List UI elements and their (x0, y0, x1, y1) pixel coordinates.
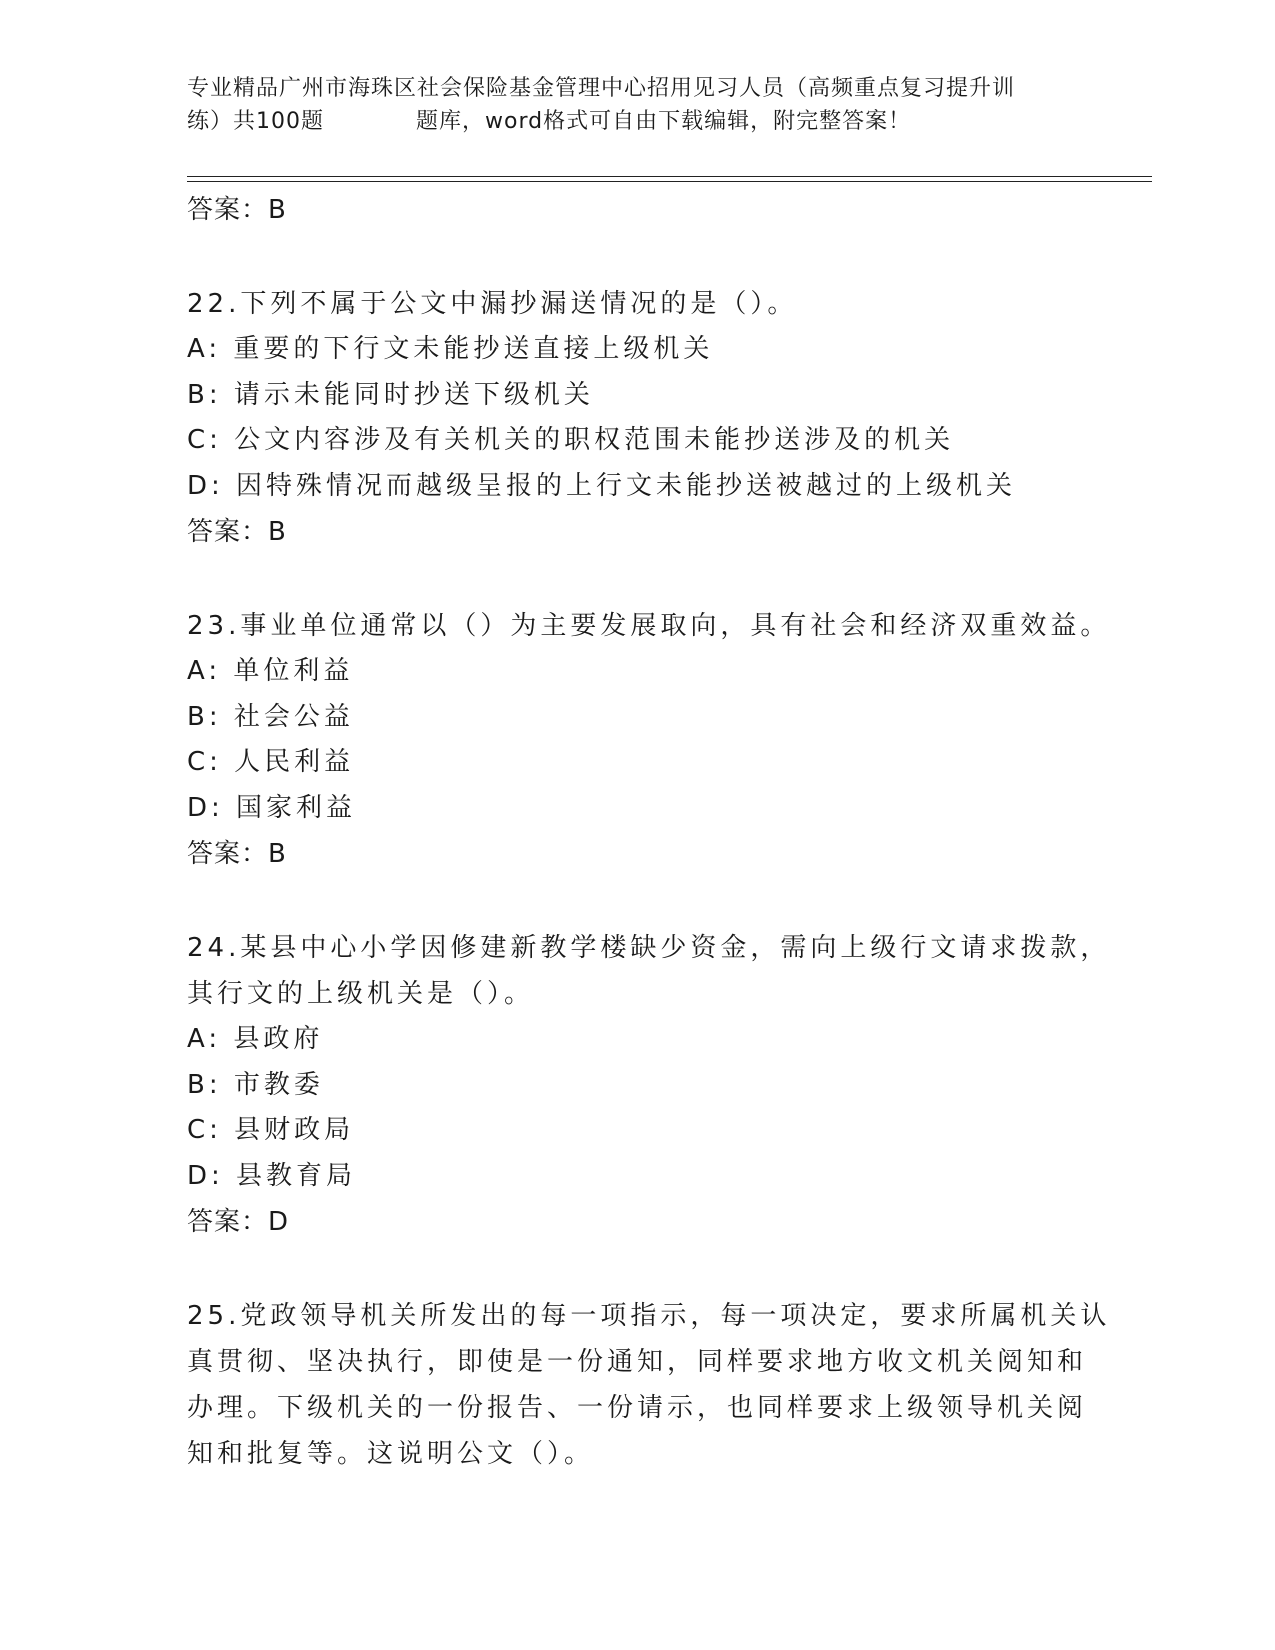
option-c: C: 人民利益 (187, 747, 355, 777)
question-23 (187, 603, 1111, 877)
document-header (187, 72, 1087, 138)
header-divider-bottom (187, 181, 1152, 182)
option-c: C: 县财政局 (187, 1115, 355, 1145)
question-stem-line-4: 知和批复等。这说明公文（）。 (187, 1439, 595, 1469)
question-stem-line-2: 真贯彻、坚决执行，即使是一份通知，同样要求地方收文机关阅知和 (187, 1347, 1088, 1377)
spacer (187, 1245, 1087, 1293)
question-stem-line-3: 办理。下级机关的一份报告、一份请示，也同样要求上级领导机关阅 (187, 1393, 1088, 1423)
question-24 (187, 925, 1111, 1245)
option-a: A: 重要的下行文未能抄送直接上级机关 (187, 334, 714, 364)
option-d: D: 国家利益 (187, 792, 357, 823)
question-25 (187, 1293, 1111, 1477)
option-b: B: 社会公益 (187, 701, 354, 732)
question-stem-line-1: 24.某县中心小学因修建新教学楼缺少资金，需向上级行文请求拨款， (187, 933, 1111, 963)
option-a: A: 县政府 (187, 1024, 324, 1054)
header-divider-top (187, 176, 1152, 177)
question-stem-line-2: 其行文的上级机关是（）。 (187, 979, 535, 1009)
answer: 答案：B (187, 517, 287, 547)
option-b: B: 市教委 (187, 1069, 324, 1100)
option-b: B: 请示未能同时抄送下级机关 (187, 379, 594, 410)
question-stem: 22.下列不属于公文中漏抄漏送情况的是（）。 (187, 289, 798, 319)
option-a: A: 单位利益 (187, 656, 354, 686)
question-stem: 23.事业单位通常以（）为主要发展取向，具有社会和经济双重效益。 (187, 611, 1111, 641)
answer: 答案：B (187, 839, 287, 869)
question-list (187, 187, 1111, 1477)
previous-answer: 答案：B (187, 195, 287, 225)
spacer (187, 233, 1087, 281)
header-title-line-1: 专业精品广州市海珠区社会保险基金管理中心招用见习人员（高频重点复习提升训 (187, 76, 1016, 101)
option-d: D: 县教育局 (187, 1160, 357, 1191)
answer: 答案：D (187, 1207, 290, 1237)
question-stem-line-1: 25.党政领导机关所发出的每一项指示，每一项决定，要求所属机关认 (187, 1301, 1111, 1331)
option-c: C: 公文内容涉及有关机关的职权范围未能抄送涉及的机关 (187, 425, 955, 455)
spacer (187, 877, 1087, 925)
option-d: D: 因特殊情况而越级呈报的上行文未能抄送被越过的上级机关 (187, 470, 1017, 501)
header-title-line-2: 练）共100题 题库，word格式可自由下载编辑，附完整答案！ (187, 109, 912, 134)
spacer (187, 555, 1087, 603)
question-22 (187, 281, 1087, 555)
